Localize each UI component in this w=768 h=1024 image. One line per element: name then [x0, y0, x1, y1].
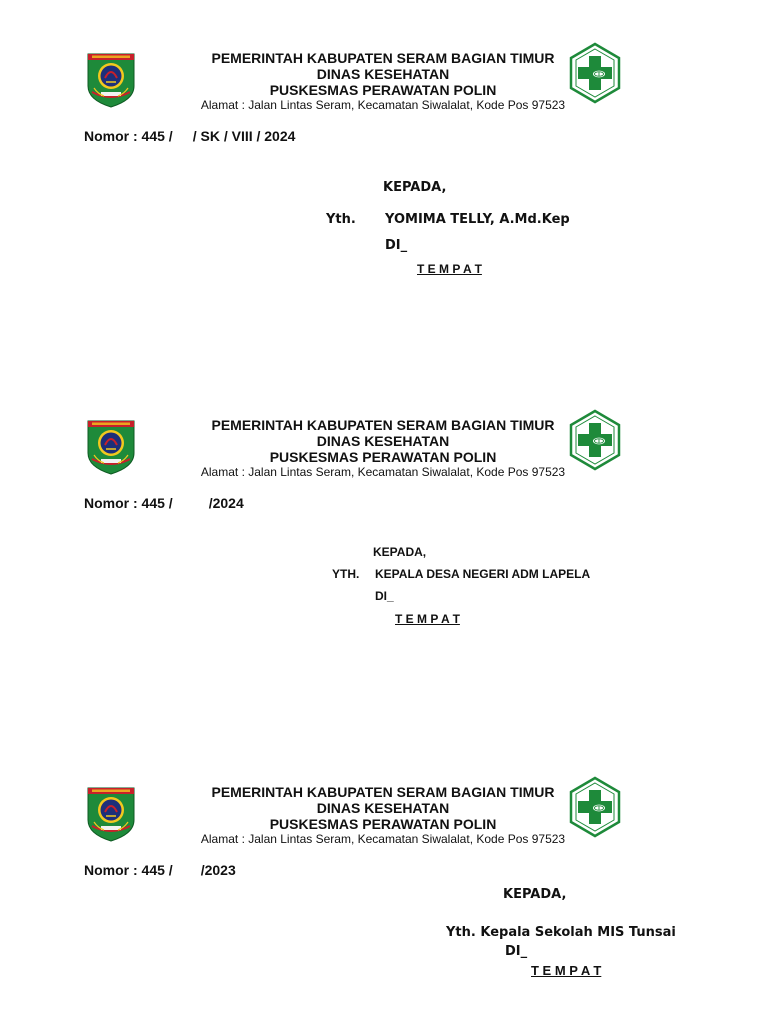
yth-label: Yth.: [326, 212, 356, 227]
recipient-name: KEPALA DESA NEGERI ADM LAPELA: [375, 567, 591, 581]
header-department: DINAS KESEHATAN: [316, 800, 450, 816]
header-address: Alamat : Jalan Lintas Seram, Kecamatan Siwalalat, Kode Pos 97523: [200, 98, 566, 112]
header-department: DINAS KESEHATAN: [316, 66, 450, 82]
regency-coat-of-arms-icon: [86, 786, 136, 842]
letter-number-prefix: Nomor : 445 /: [84, 128, 173, 144]
regency-coat-of-arms-icon: [86, 52, 136, 108]
letter-number: [84, 495, 244, 511]
letter-number-suffix: /2023: [200, 862, 236, 878]
header-puskesmas: PUSKESMAS PERAWATAN POLIN: [269, 449, 497, 465]
header-government: PEMERINTAH KABUPATEN SERAM BAGIAN TIMUR: [211, 417, 555, 433]
header-government: PEMERINTAH KABUPATEN SERAM BAGIAN TIMUR: [211, 784, 555, 800]
kepada-label: KEPADA,: [373, 545, 427, 559]
header-puskesmas: PUSKESMAS PERAWATAN POLIN: [269, 82, 497, 98]
recipient-name: Yth. Kepala Sekolah MIS Tunsai: [446, 925, 676, 940]
di-label: DI_: [385, 238, 408, 253]
yth-label: YTH.: [332, 567, 360, 581]
kepada-label: KEPADA,: [383, 180, 447, 195]
header-department: DINAS KESEHATAN: [316, 433, 450, 449]
di-label: DI_: [375, 589, 394, 603]
header-address: Alamat : Jalan Lintas Seram, Kecamatan Siwalalat, Kode Pos 97523: [200, 465, 566, 479]
tempat-label: T E M P A T: [395, 612, 460, 626]
kepada-label: KEPADA,: [503, 887, 567, 902]
letter-number: [84, 128, 295, 144]
letter-number: [84, 862, 236, 878]
header-address: Alamat : Jalan Lintas Seram, Kecamatan Siwalalat, Kode Pos 97523: [200, 832, 566, 846]
letter-number-prefix: Nomor : 445 /: [84, 495, 173, 511]
recipient-name: YOMIMA TELLY, A.Md.Kep: [385, 212, 570, 227]
letter-number-suffix: / SK / VIII / 2024: [192, 128, 296, 144]
letter-number-prefix: Nomor : 445 /: [84, 862, 173, 878]
letter-number-suffix: /2024: [208, 495, 244, 511]
tempat-label: T E M P A T: [531, 963, 602, 978]
tempat-label: T E M P A T: [417, 262, 482, 276]
header-government: PEMERINTAH KABUPATEN SERAM BAGIAN TIMUR: [211, 50, 555, 66]
di-label: DI_: [505, 944, 528, 959]
header-puskesmas: PUSKESMAS PERAWATAN POLIN: [269, 816, 497, 832]
regency-coat-of-arms-icon: [86, 419, 136, 475]
